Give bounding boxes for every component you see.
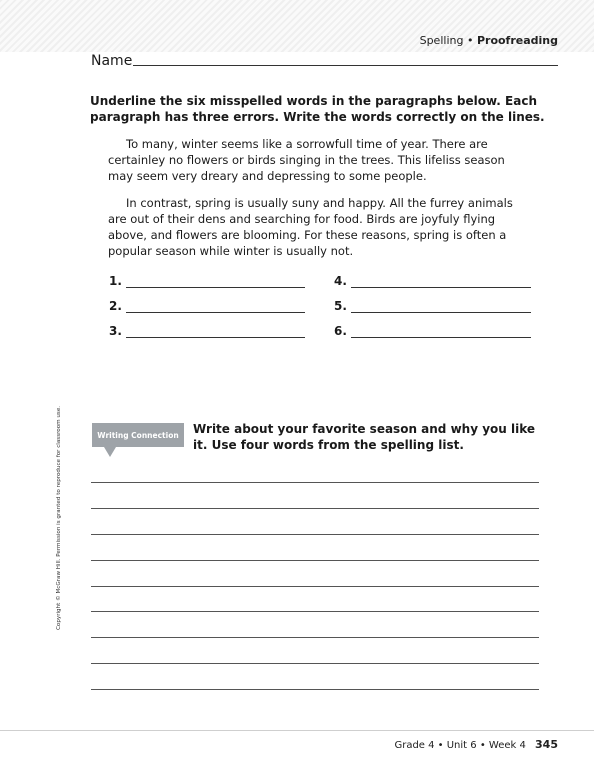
answer-number: 6. [334, 324, 347, 338]
badge-pointer [104, 447, 116, 457]
header-separator: • [466, 34, 474, 47]
writing-line[interactable] [91, 611, 539, 612]
answer-3 [109, 324, 305, 340]
answer-line[interactable] [351, 287, 531, 288]
page-footer [394, 738, 558, 751]
paragraph-winter: To many, winter seems like a sorrowfull time of year. There are certainley no flowers or birds singing in the trees. This lifeliss season may seem very dreary and depressing to some people. [108, 137, 505, 183]
writing-line[interactable] [91, 560, 539, 561]
answer-line[interactable] [126, 287, 305, 288]
answer-number: 1. [109, 274, 122, 288]
writing-line[interactable] [91, 663, 539, 664]
name-label: Name [91, 53, 133, 69]
answer-line[interactable] [126, 337, 305, 338]
answer-line[interactable] [351, 337, 531, 338]
writing-line[interactable] [91, 689, 539, 690]
writing-connection-badge: Writing Connection [92, 423, 184, 447]
copyright-notice: Copyright © McGraw Hill. Permission is granted to reproduce for classroom use. [56, 405, 62, 630]
answer-number: 2. [109, 299, 122, 313]
writing-line[interactable] [91, 637, 539, 638]
answer-line[interactable] [351, 312, 531, 313]
answer-number: 4. [334, 274, 347, 288]
answer-number: 3. [109, 324, 122, 338]
section-header [420, 34, 558, 47]
page-number: 345 [535, 738, 558, 751]
answer-5 [334, 299, 531, 315]
name-row [91, 53, 558, 69]
writing-line[interactable] [91, 482, 539, 483]
answer-1 [109, 274, 305, 290]
writing-line[interactable] [91, 586, 539, 587]
paragraph-spring: In contrast, spring is usually suny and happy. All the furrey animals are out of their dens and searching for food. Birds are joyfuly flying above, and flowers are blooming. For these reasons, spring is often a popular season while winter is usually not. [108, 196, 513, 258]
writing-line[interactable] [91, 508, 539, 509]
answer-6 [334, 324, 531, 340]
instructions: Underline the six misspelled words in the paragraphs below. Each paragraph has three errors. Write the words correctly on the lines. [90, 94, 545, 124]
answer-line[interactable] [126, 312, 305, 313]
name-input-line[interactable] [133, 65, 558, 66]
subject-label: Spelling [419, 34, 464, 47]
grade-unit-week: Grade 4 • Unit 6 • Week 4 [394, 740, 526, 751]
answer-4 [334, 274, 531, 290]
answer-2 [109, 299, 305, 315]
writing-prompt: Write about your favorite season and why you like it. Use four words from the spelling list. [193, 422, 536, 452]
footer-divider [0, 730, 594, 731]
writing-line[interactable] [91, 534, 539, 535]
skill-label: Proofreading [476, 34, 558, 47]
answer-number: 5. [334, 299, 347, 313]
